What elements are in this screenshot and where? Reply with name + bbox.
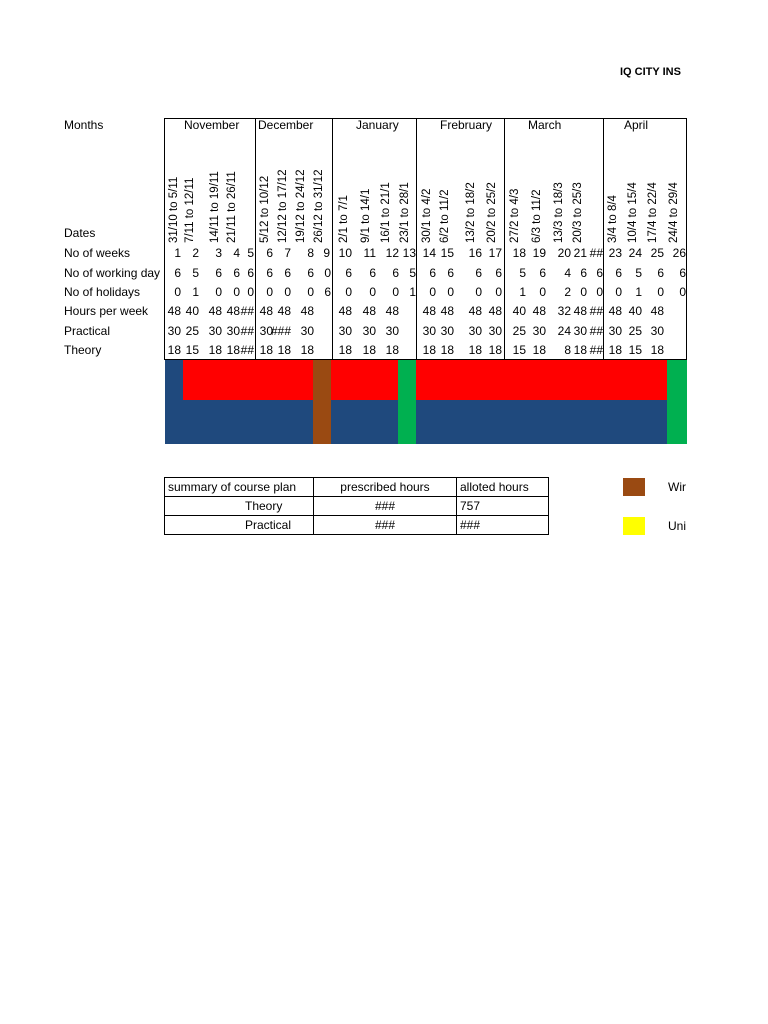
theory-cell: 18 [422, 343, 436, 357]
holidays-cell: 0 [247, 285, 254, 299]
working-days-cell: 6 [429, 266, 436, 280]
theory-cell: 15 [628, 343, 642, 357]
holidays-cell: 0 [657, 285, 664, 299]
theory-label: Theory [64, 343, 102, 357]
date-label: 26/12 to 31/12 [313, 169, 325, 243]
holidays-label: No of holidays [64, 285, 141, 299]
months-label: Months [64, 118, 104, 132]
hours-per-week-cell: 48 [488, 304, 502, 318]
theory-cell: 18 [226, 343, 240, 357]
schedule-band-brown [313, 360, 331, 444]
weeks-cell: 3 [215, 246, 222, 260]
date-label: 21/11 to 26/11 [226, 171, 238, 243]
weeks-cell: 14 [422, 246, 436, 260]
month-february: Frebruary [440, 118, 493, 132]
practical-cell: 30 [167, 324, 181, 338]
summary-prescribed: ### [314, 516, 457, 535]
practical-cell: 30 [488, 324, 502, 338]
weeks-cell: 8 [307, 246, 314, 260]
working-days-cell: 6 [233, 266, 240, 280]
practical-cell: 30 [440, 324, 454, 338]
schedule-band-red-2 [331, 360, 398, 400]
holidays-cell: 1 [192, 285, 199, 299]
holidays-cell: 1 [519, 285, 526, 299]
theory-cell: 18 [300, 343, 314, 357]
holidays-cell: 0 [392, 285, 399, 299]
working-days-cell: 6 [266, 266, 273, 280]
weeks-cell: 21 [573, 246, 587, 260]
theory-cell: 18 [532, 343, 546, 357]
working-days-cell: 6 [174, 266, 181, 280]
hours-per-week-cell: 48 [362, 304, 376, 318]
hours-per-week-cell: 48 [208, 304, 222, 318]
summary-header-cell: summary of course plan [165, 478, 314, 497]
summary-table [164, 477, 549, 535]
date-label: 30/1 to 4/2 [421, 188, 433, 243]
holidays-cell: 0 [615, 285, 622, 299]
summary-header-cell: prescribed hours [314, 478, 457, 497]
working-days-cell: 5 [635, 266, 642, 280]
theory-cell: 18 [277, 343, 291, 357]
holidays-cell: 0 [580, 285, 587, 299]
weeks-cell: 4 [233, 246, 240, 260]
working-days-cell: 6 [369, 266, 376, 280]
holidays-cell: 0 [495, 285, 502, 299]
legend-label-yellow: Uni [668, 519, 687, 533]
date-label: 9/1 to 14/1 [360, 188, 372, 243]
date-label: 31/10 to 5/11 [168, 176, 180, 243]
hours-per-week-cell: 40 [628, 304, 642, 318]
hours-per-week-cell: 48 [532, 304, 546, 318]
practical-cell: 25 [628, 324, 642, 338]
practical-cell: 30 [573, 324, 587, 338]
page-title: IQ CITY INS [620, 66, 681, 78]
summary-label: Practical [165, 516, 314, 535]
summary-label: Theory [165, 497, 314, 516]
summary-prescribed: ### [314, 497, 457, 516]
weeks-cell: 7 [284, 246, 291, 260]
working-days-cell: 6 [345, 266, 352, 280]
practical-cell: ## [589, 324, 603, 338]
theory-cell: 18 [385, 343, 399, 357]
weeks-cell: 16 [468, 246, 482, 260]
holidays-cell: 1 [635, 285, 642, 299]
working-days-cell: 0 [324, 266, 331, 280]
hours-per-week-cell: 48 [440, 304, 454, 318]
practical-cell: 30 [608, 324, 622, 338]
practical-cell: 30 [422, 324, 436, 338]
date-label: 3/4 to 8/4 [607, 195, 619, 243]
schedule-band-red-3 [416, 360, 667, 400]
summary-alloted: 757 [457, 497, 549, 516]
holidays-cell: 0 [369, 285, 376, 299]
grid-top-border [164, 118, 687, 119]
theory-cell: 8 [564, 343, 571, 357]
theory-cell: 18 [608, 343, 622, 357]
holidays-cell: 0 [307, 285, 314, 299]
date-label: 24/4 to 29/4 [668, 182, 680, 243]
month-march: March [528, 118, 562, 132]
summary-row-practical [165, 516, 549, 535]
weeks-cell: 23 [608, 246, 622, 260]
date-label: 16/1 to 21/1 [380, 182, 392, 243]
holidays-cell: 0 [215, 285, 222, 299]
date-label: 6/2 to 11/2 [439, 189, 451, 243]
working-days-cell: 4 [564, 266, 571, 280]
holidays-cell: 0 [266, 285, 273, 299]
holidays-cell: 0 [233, 285, 240, 299]
summary-header-cell: alloted hours [457, 478, 549, 497]
date-label: 2/1 to 7/1 [338, 195, 350, 243]
dates-label: Dates [64, 226, 96, 240]
working-days-cell: 6 [215, 266, 222, 280]
schedule-band-red-1 [183, 360, 313, 400]
holidays-cell: 6 [324, 285, 331, 299]
working-days-label: No of working day [64, 266, 161, 280]
month-april: April [624, 118, 649, 132]
working-days-cell: 6 [447, 266, 454, 280]
practical-cell: 30 [468, 324, 482, 338]
theory-cell: 18 [650, 343, 664, 357]
weeks-cell: 12 [385, 246, 399, 260]
practical-cell: 30 [362, 324, 376, 338]
practical-cell: ### [271, 324, 292, 338]
holidays-cell: 0 [284, 285, 291, 299]
practical-cell: 30 [532, 324, 546, 338]
weeks-cell: ## [589, 246, 603, 260]
date-label: 13/3 to 18/3 [553, 182, 565, 243]
working-days-cell: 6 [679, 266, 686, 280]
weeks-cell: 6 [266, 246, 273, 260]
hours-per-week-cell: ## [589, 304, 603, 318]
weeks-cell: 11 [363, 246, 376, 260]
holidays-cell: 0 [174, 285, 181, 299]
practical-cell: ## [240, 324, 254, 338]
hours-per-week-cell: 48 [422, 304, 436, 318]
hours-per-week-cell: 48 [259, 304, 273, 318]
working-days-cell: 6 [307, 266, 314, 280]
practical-label: Practical [64, 324, 111, 338]
weeks-cell: 1 [174, 246, 181, 260]
hours-per-week-label: Hours per week [64, 304, 149, 318]
practical-cell: 30 [259, 324, 273, 338]
working-days-cell: 6 [475, 266, 482, 280]
date-label: 13/2 to 18/2 [465, 182, 477, 243]
hours-per-week-cell: 48 [608, 304, 622, 318]
holidays-cell: 2 [564, 285, 571, 299]
date-label: 27/2 to 4/3 [509, 188, 521, 243]
summary-header-row [165, 478, 549, 497]
theory-cell: 18 [488, 343, 502, 357]
holidays-cell: 1 [409, 285, 416, 299]
hours-per-week-cell: 48 [650, 304, 664, 318]
working-days-cell: 6 [657, 266, 664, 280]
weeks-cell: 18 [512, 246, 526, 260]
practical-cell: 30 [300, 324, 314, 338]
summary-row-theory [165, 497, 549, 516]
date-label: 12/12 to 17/12 [277, 169, 289, 243]
theory-cell: 18 [338, 343, 352, 357]
theory-cell: 15 [512, 343, 526, 357]
hours-per-week-cell: 48 [226, 304, 240, 318]
hours-per-week-cell: ## [240, 304, 254, 318]
holidays-cell: 0 [679, 285, 686, 299]
hours-per-week-cell: 48 [573, 304, 587, 318]
hours-per-week-cell: 48 [468, 304, 482, 318]
theory-cell: 18 [208, 343, 222, 357]
practical-cell: 30 [208, 324, 222, 338]
working-days-cell: 6 [284, 266, 291, 280]
legend-swatch-brown [623, 478, 645, 496]
practical-cell: 24 [557, 324, 571, 338]
working-days-cell: 6 [247, 266, 254, 280]
schedule-band-green-2 [667, 360, 687, 444]
theory-cell: ## [589, 343, 603, 357]
holidays-cell: 0 [539, 285, 546, 299]
date-label: 5/12 to 10/12 [259, 175, 271, 243]
date-label: 17/4 to 22/4 [647, 182, 659, 243]
working-days-cell: 5 [409, 266, 416, 280]
date-label: 23/1 to 28/1 [399, 182, 411, 243]
weeks-label: No of weeks [64, 246, 131, 260]
working-days-cell: 5 [192, 266, 199, 280]
weeks-cell: 17 [488, 246, 502, 260]
theory-cell: 18 [573, 343, 587, 357]
hours-per-week-cell: 48 [300, 304, 314, 318]
hours-per-week-cell: 48 [338, 304, 352, 318]
date-label: 20/2 to 25/2 [486, 182, 498, 243]
hours-per-week-cell: 48 [277, 304, 291, 318]
practical-cell: 30 [650, 324, 664, 338]
weeks-cell: 5 [247, 246, 254, 260]
weeks-cell: 20 [557, 246, 571, 260]
theory-cell: ## [240, 343, 254, 357]
weeks-cell: 13 [402, 246, 416, 260]
date-label: 14/11 to 19/11 [209, 171, 221, 243]
date-label: 20/3 to 25/3 [572, 182, 584, 243]
holidays-cell: 0 [429, 285, 436, 299]
hours-per-week-cell: 40 [512, 304, 526, 318]
practical-cell: 30 [338, 324, 352, 338]
working-days-cell: 6 [539, 266, 546, 280]
working-days-cell: 6 [392, 266, 399, 280]
summary-alloted: ### [457, 516, 549, 535]
weeks-cell: 10 [338, 246, 352, 260]
practical-cell: 25 [185, 324, 199, 338]
weeks-cell: 24 [628, 246, 642, 260]
month-january: January [356, 118, 399, 132]
date-label: 7/11 to 12/11 [184, 177, 196, 243]
holidays-cell: 0 [475, 285, 482, 299]
working-days-cell: 6 [580, 266, 587, 280]
weeks-cell: 2 [192, 246, 199, 260]
schedule-band-green-1 [398, 360, 416, 444]
theory-cell: 15 [185, 343, 199, 357]
legend-swatch-yellow [623, 517, 645, 535]
theory-cell: 18 [362, 343, 376, 357]
legend-label-brown: Wir [668, 480, 686, 494]
theory-cell: 18 [167, 343, 181, 357]
practical-cell: 30 [226, 324, 240, 338]
theory-cell: 18 [440, 343, 454, 357]
weeks-cell: 25 [650, 246, 664, 260]
weeks-cell: 15 [440, 246, 454, 260]
date-label: 10/4 to 15/4 [627, 182, 639, 243]
hours-per-week-cell: 40 [185, 304, 199, 318]
theory-cell: 18 [468, 343, 482, 357]
grid-border-right [686, 118, 687, 360]
grid-divider-mar [504, 118, 505, 360]
weeks-cell: 26 [672, 246, 686, 260]
month-november: November [184, 118, 240, 132]
theory-cell: 18 [259, 343, 273, 357]
holidays-cell: 0 [447, 285, 454, 299]
working-days-cell: 6 [596, 266, 603, 280]
working-days-cell: 5 [519, 266, 526, 280]
hours-per-week-cell: 48 [385, 304, 399, 318]
holidays-cell: 0 [596, 285, 603, 299]
date-label: 19/12 to 24/12 [295, 169, 307, 243]
hours-per-week-cell: 32 [557, 304, 571, 318]
weeks-cell: 9 [323, 246, 330, 260]
working-days-cell: 6 [495, 266, 502, 280]
practical-cell: 30 [385, 324, 399, 338]
hours-per-week-cell: 48 [167, 304, 181, 318]
month-december: December [258, 118, 314, 132]
weeks-cell: 19 [532, 246, 546, 260]
working-days-cell: 6 [615, 266, 622, 280]
holidays-cell: 0 [345, 285, 352, 299]
date-label: 6/3 to 11/2 [531, 189, 543, 243]
practical-cell: 25 [512, 324, 526, 338]
